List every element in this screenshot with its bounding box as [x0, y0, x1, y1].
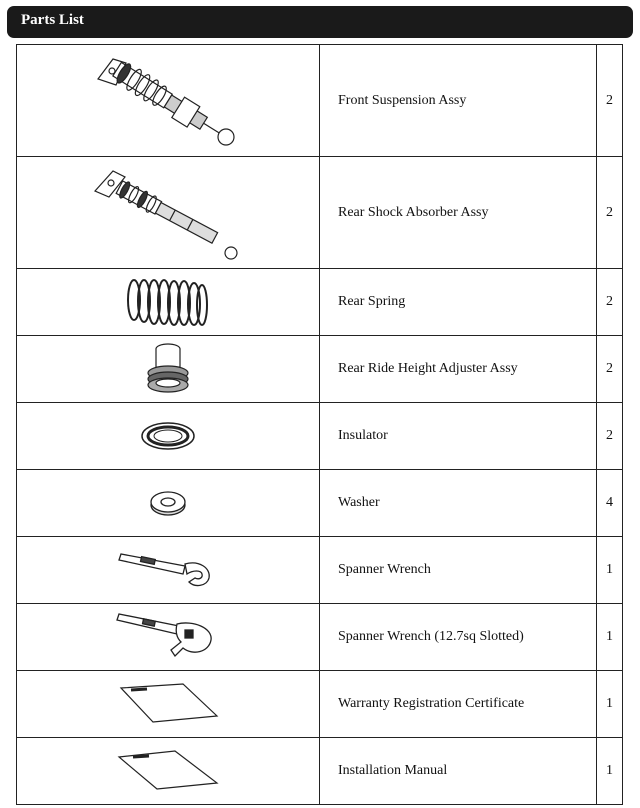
table-row: [17, 470, 623, 537]
adjuster-icon: [138, 339, 198, 399]
part-name: Rear Spring: [320, 269, 597, 336]
part-qty: 1: [597, 537, 623, 604]
part-qty: 1: [597, 738, 623, 805]
insulator-icon: [133, 416, 203, 456]
rear-shock-icon: [83, 161, 253, 265]
slotted-spanner-icon: [113, 612, 223, 662]
table-row: [17, 537, 623, 604]
part-name: Rear Ride Height Adjuster Assy: [320, 336, 597, 403]
part-qty: 2: [597, 269, 623, 336]
part-image-cell: [17, 470, 320, 537]
part-qty: 1: [597, 604, 623, 671]
part-name: Insulator: [320, 403, 597, 470]
table-row: [17, 45, 623, 157]
manual-icon: [113, 749, 223, 793]
part-image-cell: [17, 269, 320, 336]
part-name: Front Suspension Assy: [320, 45, 597, 157]
part-qty: 2: [597, 45, 623, 157]
part-name: Installation Manual: [320, 738, 597, 805]
part-qty: 2: [597, 336, 623, 403]
part-image-cell: [17, 537, 320, 604]
part-image-cell: [17, 45, 320, 157]
parts-table: [16, 44, 623, 805]
part-image-cell: [17, 157, 320, 269]
section-header: [7, 6, 633, 38]
part-image-cell: [17, 336, 320, 403]
washer-icon: [143, 486, 193, 520]
table-row: [17, 336, 623, 403]
part-qty: 1: [597, 671, 623, 738]
part-name: Spanner Wrench (12.7sq Slotted): [320, 604, 597, 671]
table-row: [17, 403, 623, 470]
table-row: [17, 157, 623, 269]
certificate-icon: [113, 682, 223, 726]
table-row: [17, 738, 623, 805]
part-image-cell: [17, 604, 320, 671]
part-qty: 4: [597, 470, 623, 537]
section-title: Parts List: [21, 12, 84, 28]
part-image-cell: [17, 738, 320, 805]
part-qty: 2: [597, 157, 623, 269]
spanner-wrench-icon: [113, 550, 223, 590]
part-name: Rear Shock Absorber Assy: [320, 157, 597, 269]
part-qty: 2: [597, 403, 623, 470]
part-name: Warranty Registration Certificate: [320, 671, 597, 738]
spring-icon: [118, 272, 218, 332]
table-row: [17, 671, 623, 738]
front-suspension-icon: [88, 49, 248, 153]
part-name: Spanner Wrench: [320, 537, 597, 604]
part-name: Washer: [320, 470, 597, 537]
table-row: [17, 269, 623, 336]
part-image-cell: [17, 671, 320, 738]
table-row: [17, 604, 623, 671]
part-image-cell: [17, 403, 320, 470]
